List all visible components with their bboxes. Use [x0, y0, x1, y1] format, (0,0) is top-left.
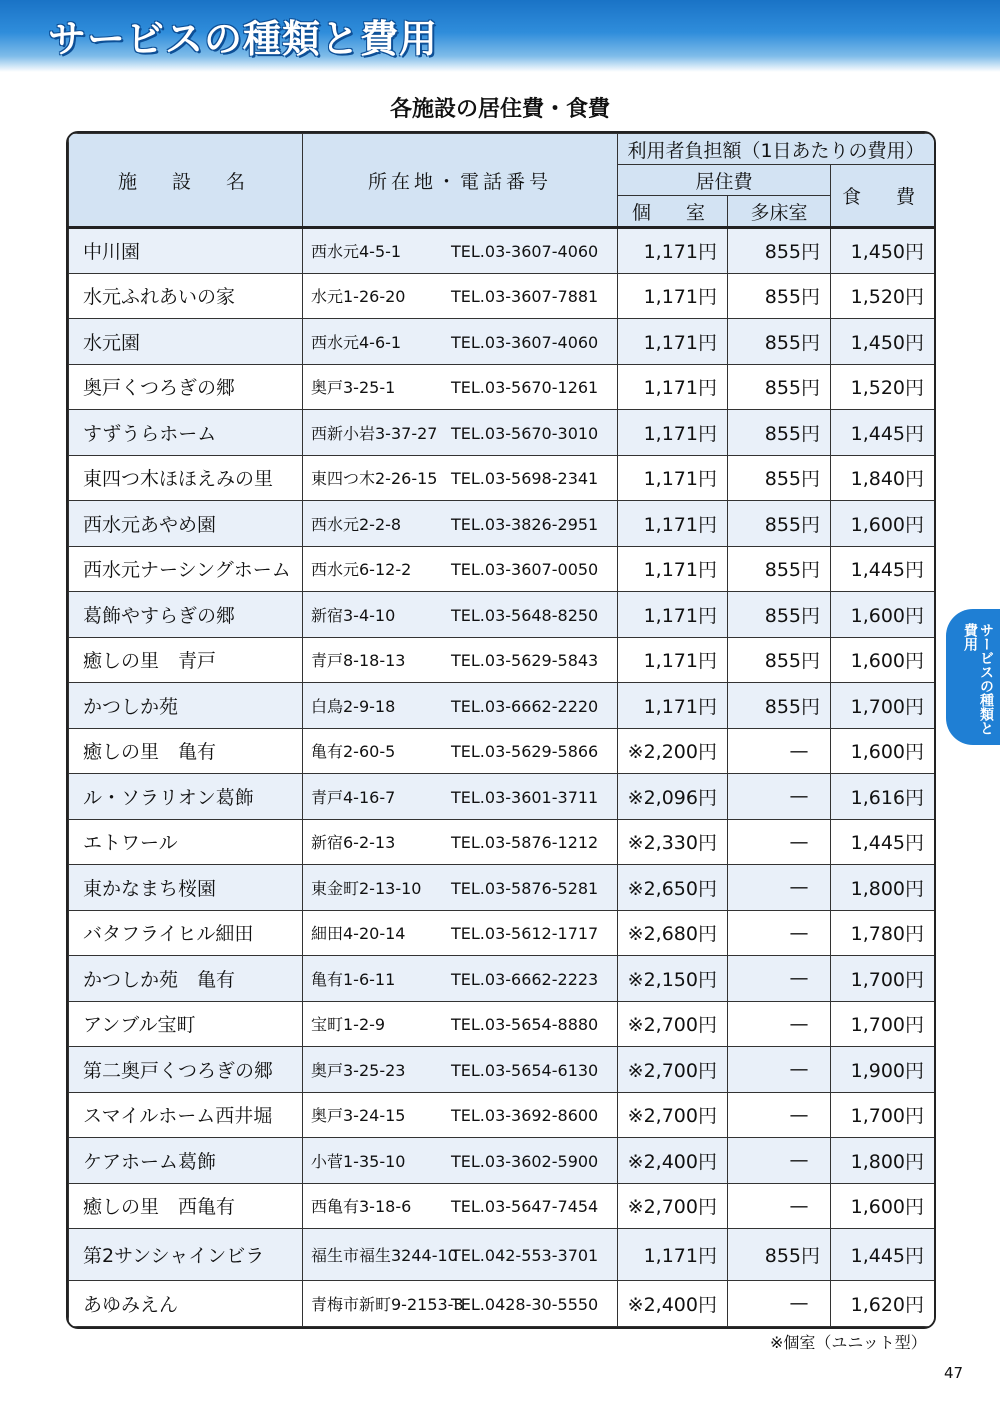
address-phone-cell	[303, 774, 618, 820]
meal-cost: 1,450円	[831, 228, 935, 274]
address-phone-cell	[303, 546, 618, 592]
address-phone-cell	[303, 592, 618, 638]
facility-name: 水元ふれあいの家	[69, 273, 303, 319]
facility-phone: TEL.03-3602-5900	[451, 1151, 599, 1171]
facility-phone: TEL.042-553-3701	[451, 1246, 599, 1265]
facility-name: すずうらホーム	[69, 410, 303, 456]
table-row	[69, 819, 935, 865]
facility-name: かつしか苑 亀有	[69, 956, 303, 1002]
meal-cost: 1,600円	[831, 501, 935, 547]
address-phone-cell	[303, 273, 618, 319]
table-row	[69, 1138, 935, 1184]
shared-room-cost: —	[728, 1047, 831, 1093]
table-row	[69, 273, 935, 319]
address-phone-cell	[303, 1183, 618, 1229]
table-row	[69, 1183, 935, 1229]
table-row	[69, 1229, 935, 1281]
header-user-burden: 利用者負担額（1日あたりの費用）	[618, 134, 935, 165]
facility-phone: TEL.03-5629-5843	[451, 651, 599, 671]
facility-address: 青戸4-16-7	[311, 787, 396, 807]
facility-address: 水元1-26-20	[311, 287, 406, 307]
address-phone-cell	[303, 319, 618, 365]
address-phone-cell	[303, 956, 618, 1002]
facility-name: 水元園	[69, 319, 303, 365]
facility-phone: TEL.03-5612-1717	[451, 924, 599, 944]
facility-name: エトワール	[69, 819, 303, 865]
address-phone-cell	[303, 364, 618, 410]
facility-address: 新宿3-4-10	[311, 605, 396, 625]
facility-name: 癒しの里 亀有	[69, 728, 303, 774]
meal-cost: 1,600円	[831, 1183, 935, 1229]
facility-name: スマイルホーム西井堀	[69, 1092, 303, 1138]
facility-address: 西水元2-2-8	[311, 514, 402, 534]
meal-cost: 1,616円	[831, 774, 935, 820]
private-room-cost: 1,171円	[618, 455, 728, 501]
meal-cost: 1,840円	[831, 455, 935, 501]
shared-room-cost: 855円	[728, 683, 831, 729]
facility-address: 細田4-20-14	[311, 924, 406, 944]
facility-name: 西水元あやめ園	[69, 501, 303, 547]
facility-address: 青戸8-18-13	[311, 651, 406, 671]
address-phone-cell	[303, 1138, 618, 1184]
table-body	[69, 228, 935, 1327]
private-room-cost: 1,171円	[618, 592, 728, 638]
facility-name: 癒しの里 青戸	[69, 637, 303, 683]
private-room-cost: ※2,096円	[618, 774, 728, 820]
page-title: サービスの種類と費用	[48, 17, 439, 61]
facility-phone: TEL.0428-30-5550	[451, 1294, 599, 1314]
address-phone-cell	[303, 228, 618, 274]
facility-name: 西水元ナーシングホーム	[69, 546, 303, 592]
private-room-cost: ※2,700円	[618, 1047, 728, 1093]
facility-phone: TEL.03-5670-3010	[451, 423, 599, 443]
section-title: 各施設の居住費・食費	[389, 97, 610, 122]
facility-name: 奥戸くつろぎの郷	[69, 364, 303, 410]
shared-room-cost: 855円	[728, 410, 831, 456]
table-row	[69, 410, 935, 456]
facility-name: かつしか苑	[69, 683, 303, 729]
shared-room-cost: 855円	[728, 228, 831, 274]
private-room-cost: 1,171円	[618, 273, 728, 319]
meal-cost: 1,450円	[831, 319, 935, 365]
shared-room-cost: —	[728, 956, 831, 1002]
table-row	[69, 683, 935, 729]
footnote: ※個室（ユニット型）	[770, 1333, 927, 1352]
facility-phone: TEL.03-5876-5281	[451, 878, 599, 898]
meal-cost: 1,445円	[831, 410, 935, 456]
facility-address: 西亀有3-18-6	[311, 1197, 412, 1217]
meal-cost: 1,900円	[831, 1047, 935, 1093]
shared-room-cost: 855円	[728, 273, 831, 319]
facility-name: 第2サンシャインビラ	[69, 1229, 303, 1281]
facility-name: ル・ソラリオン葛飾	[69, 774, 303, 820]
cost-table	[68, 133, 935, 1327]
facility-name: 東かなまち桜園	[69, 865, 303, 911]
meal-cost: 1,600円	[831, 728, 935, 774]
table-row	[69, 728, 935, 774]
meal-cost: 1,800円	[831, 1138, 935, 1184]
facility-address: 青梅市新町9-2153-3	[311, 1294, 464, 1314]
header-residence-cost: 居住費	[618, 165, 831, 196]
facility-phone: TEL.03-5654-8880	[451, 1015, 599, 1035]
address-phone-cell	[303, 819, 618, 865]
facility-address: 亀有2-60-5	[311, 742, 396, 762]
private-room-cost: ※2,650円	[618, 865, 728, 911]
table-row	[69, 1092, 935, 1138]
private-room-cost: ※2,330円	[618, 819, 728, 865]
shared-room-cost: 855円	[728, 546, 831, 592]
meal-cost: 1,445円	[831, 1229, 935, 1281]
address-phone-cell	[303, 1047, 618, 1093]
facility-address: 東金町2-13-10	[311, 878, 422, 898]
facility-phone: TEL.03-5698-2341	[451, 469, 599, 489]
table-row	[69, 910, 935, 956]
facility-address: 福生市福生3244-10	[311, 1246, 458, 1265]
private-room-cost: 1,171円	[618, 1229, 728, 1281]
facility-name: アンブル宝町	[69, 1001, 303, 1047]
private-room-cost: ※2,400円	[618, 1138, 728, 1184]
private-room-cost: ※2,700円	[618, 1092, 728, 1138]
meal-cost: 1,780円	[831, 910, 935, 956]
table-row	[69, 956, 935, 1002]
table-row	[69, 865, 935, 911]
address-phone-cell	[303, 1281, 618, 1327]
facility-name: 癒しの里 西亀有	[69, 1183, 303, 1229]
address-phone-cell	[303, 501, 618, 547]
shared-room-cost: 855円	[728, 319, 831, 365]
table-row	[69, 501, 935, 547]
header-shared-room: 多床室	[728, 196, 831, 228]
shared-room-cost: —	[728, 1092, 831, 1138]
table-row	[69, 319, 935, 365]
facility-name: ケアホーム葛飾	[69, 1138, 303, 1184]
facility-address: 新宿6-2-13	[311, 833, 396, 853]
facility-phone: TEL.03-3692-8600	[451, 1106, 599, 1126]
facility-phone: TEL.03-6662-2220	[451, 696, 599, 716]
facility-phone: TEL.03-5876-1212	[451, 833, 599, 853]
table-row	[69, 455, 935, 501]
address-phone-cell	[303, 683, 618, 729]
private-room-cost: 1,171円	[618, 637, 728, 683]
shared-room-cost: —	[728, 865, 831, 911]
facility-address: 西水元6-12-2	[311, 560, 412, 580]
facility-phone: TEL.03-5648-8250	[451, 605, 599, 625]
facility-address: 奥戸3-25-23	[311, 1060, 406, 1080]
facility-phone: TEL.03-5647-7454	[451, 1197, 599, 1217]
address-phone-cell	[303, 728, 618, 774]
table-row	[69, 592, 935, 638]
header-meal-cost: 食 費	[831, 165, 935, 228]
table-row	[69, 228, 935, 274]
table-header	[69, 134, 935, 228]
meal-cost: 1,600円	[831, 637, 935, 683]
facility-phone: TEL.03-3826-2951	[451, 514, 599, 534]
meal-cost: 1,445円	[831, 819, 935, 865]
facility-name: 中川園	[69, 228, 303, 274]
facility-phone: TEL.03-6662-2223	[451, 969, 599, 989]
shared-room-cost: —	[728, 1001, 831, 1047]
header-facility-name: 施 設 名	[69, 134, 303, 228]
private-room-cost: ※2,700円	[618, 1001, 728, 1047]
side-tab[interactable]	[946, 609, 1000, 745]
facility-address: 西水元4-6-1	[311, 332, 402, 352]
meal-cost: 1,600円	[831, 592, 935, 638]
facility-phone: TEL.03-3601-3711	[451, 787, 599, 807]
facility-name: バタフライヒル細田	[69, 910, 303, 956]
private-room-cost: ※2,150円	[618, 956, 728, 1002]
private-room-cost: 1,171円	[618, 410, 728, 456]
shared-room-cost: 855円	[728, 1229, 831, 1281]
header-private-room: 個 室	[618, 196, 728, 228]
shared-room-cost: 855円	[728, 455, 831, 501]
private-room-cost: 1,171円	[618, 501, 728, 547]
facility-phone: TEL.03-3607-4060	[451, 332, 599, 352]
shared-room-cost: 855円	[728, 364, 831, 410]
private-room-cost: 1,171円	[618, 319, 728, 365]
private-room-cost: 1,171円	[618, 364, 728, 410]
facility-phone: TEL.03-5654-6130	[451, 1060, 599, 1080]
address-phone-cell	[303, 410, 618, 456]
meal-cost: 1,520円	[831, 273, 935, 319]
table-row	[69, 637, 935, 683]
facility-name: 第二奥戸くつろぎの郷	[69, 1047, 303, 1093]
facility-address: 西新小岩3-37-27	[311, 423, 438, 443]
meal-cost: 1,445円	[831, 546, 935, 592]
facility-phone: TEL.03-3607-4060	[451, 242, 599, 262]
facility-phone: TEL.03-5629-5866	[451, 742, 599, 762]
address-phone-cell	[303, 1229, 618, 1281]
facility-address: 奥戸3-24-15	[311, 1106, 406, 1126]
table-row	[69, 546, 935, 592]
shared-room-cost: 855円	[728, 592, 831, 638]
shared-room-cost: 855円	[728, 637, 831, 683]
facility-phone: TEL.03-3607-0050	[451, 560, 599, 580]
address-phone-cell	[303, 865, 618, 911]
facility-address: 東四つ木2-26-15	[311, 469, 438, 489]
shared-room-cost: —	[728, 774, 831, 820]
table-row	[69, 774, 935, 820]
meal-cost: 1,520円	[831, 364, 935, 410]
facility-address: 西水元4-5-1	[311, 242, 402, 262]
table-row	[69, 1001, 935, 1047]
address-phone-cell	[303, 1001, 618, 1047]
meal-cost: 1,800円	[831, 865, 935, 911]
facility-address: 小菅1-35-10	[311, 1151, 406, 1171]
cost-table-frame	[66, 131, 936, 1329]
shared-room-cost: 855円	[728, 501, 831, 547]
address-phone-cell	[303, 910, 618, 956]
facility-address: 奥戸3-25-1	[311, 378, 396, 398]
facility-address: 亀有1-6-11	[311, 969, 396, 989]
facility-name: 葛飾やすらぎの郷	[69, 592, 303, 638]
facility-phone: TEL.03-5670-1261	[451, 378, 599, 398]
private-room-cost: ※2,400円	[618, 1281, 728, 1327]
private-room-cost: ※2,700円	[618, 1183, 728, 1229]
private-room-cost: ※2,200円	[618, 728, 728, 774]
meal-cost: 1,700円	[831, 956, 935, 1002]
shared-room-cost: —	[728, 819, 831, 865]
facility-address: 宝町1-2-9	[311, 1015, 386, 1035]
side-tab-label: サービスの種類と費用	[962, 623, 994, 735]
facility-name: あゆみえん	[69, 1281, 303, 1327]
table-row	[69, 364, 935, 410]
shared-room-cost: —	[728, 1183, 831, 1229]
shared-room-cost: —	[728, 910, 831, 956]
shared-room-cost: —	[728, 1138, 831, 1184]
private-room-cost: 1,171円	[618, 546, 728, 592]
page-number: 47	[944, 1364, 964, 1382]
address-phone-cell	[303, 1092, 618, 1138]
private-room-cost: ※2,680円	[618, 910, 728, 956]
header-band	[0, 0, 1000, 72]
address-phone-cell	[303, 455, 618, 501]
meal-cost: 1,620円	[831, 1281, 935, 1327]
private-room-cost: 1,171円	[618, 683, 728, 729]
meal-cost: 1,700円	[831, 683, 935, 729]
facility-phone: TEL.03-3607-7881	[451, 287, 599, 307]
meal-cost: 1,700円	[831, 1001, 935, 1047]
facility-address: 白鳥2-9-18	[311, 696, 396, 716]
header-address-phone: 所在地・電話番号	[303, 134, 618, 228]
table-row	[69, 1047, 935, 1093]
facility-name: 東四つ木ほほえみの里	[69, 455, 303, 501]
shared-room-cost: —	[728, 1281, 831, 1327]
meal-cost: 1,700円	[831, 1092, 935, 1138]
address-phone-cell	[303, 637, 618, 683]
shared-room-cost: —	[728, 728, 831, 774]
table-row	[69, 1281, 935, 1327]
private-room-cost: 1,171円	[618, 228, 728, 274]
